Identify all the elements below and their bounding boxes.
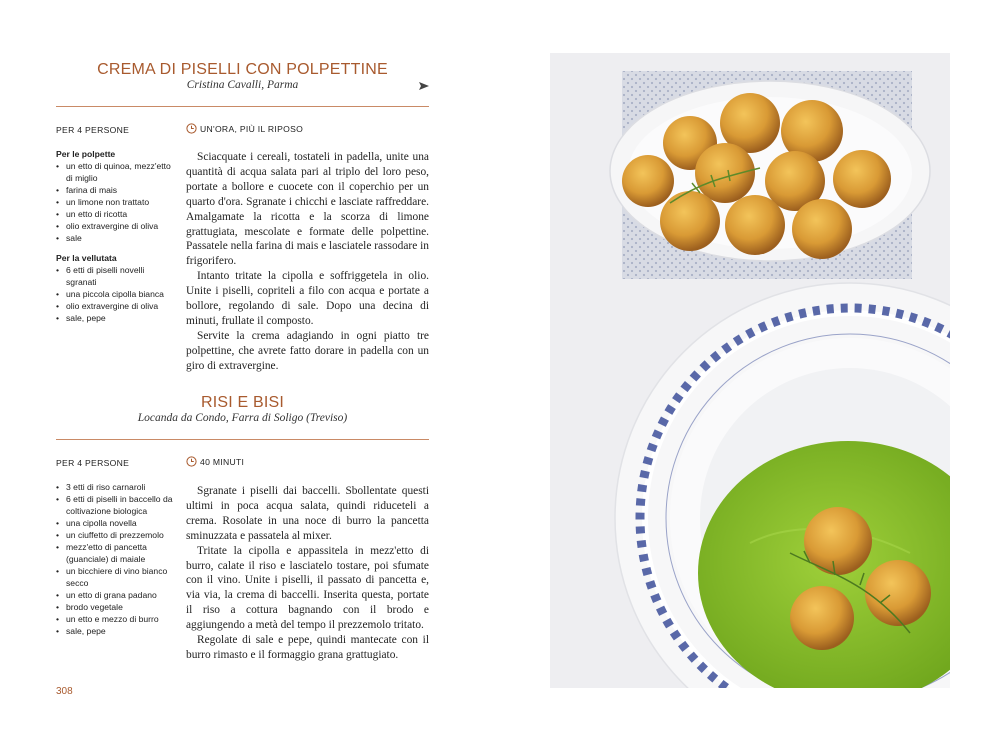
ingredient-list <box>56 264 176 324</box>
ingredients <box>56 148 176 332</box>
ingredient-item: • un bicchiere di vino bianco secco <box>56 565 176 589</box>
ingredient-item: • un etto e mezzo di burro <box>56 613 176 625</box>
ingredient-item: • mezz'etto di pancetta (guanciale) di maiale <box>56 541 176 565</box>
recipe-title: CREMA DI PISELLI CON POLPETTINE <box>97 61 388 78</box>
ingredient-item: • un etto di grana padano <box>56 589 176 601</box>
recipe-title: RISI E BISI <box>200 394 285 411</box>
ingredient-list <box>56 160 176 244</box>
method-paragraph: Sgranate i piselli dai baccelli. Sbollentate questi ultimi in poca acqua salata, quindi riduceteli a crema. Rosolate in una noce di burro la pancetta sminuzzata e passatela al mixer. <box>186 485 429 542</box>
ingredient-item: • olio extravergine di oliva <box>56 220 176 232</box>
servings: PER 4 PERSONE <box>56 458 130 468</box>
clock-icon <box>186 456 197 467</box>
ingredient-item: • brodo vegetale <box>56 601 176 613</box>
ingredient-group-title: Per la vellutata <box>56 253 117 263</box>
method <box>186 150 429 374</box>
prep-time-label: UN'ORA, PIÙ IL RIPOSO <box>200 123 304 134</box>
clock-icon <box>186 123 197 134</box>
page-number: 308 <box>56 686 73 697</box>
ingredient-item: • 3 etti di riso carnaroli <box>56 481 176 493</box>
method-paragraph: Regolate di sale e pepe, quindi mantecate con il burro rimasto e il formaggio grana grattugiato. <box>186 634 429 661</box>
ingredient-item: • sale, pepe <box>56 625 176 637</box>
method-paragraph: Tritate la cipolla e appassitela in mezz'etto di burro, calate il riso e lasciatelo tostare, poi sfumate con il vino. Unite i piselli, il passato di pancetta e, via via, la crema di baccelli. Inserita questa, portate il riso a cottura bagnando con il brodo e aggiungendo a metà del tempo il prezzemolo tritato. <box>186 544 429 632</box>
method-paragraph: Servite la crema adagiando in ogni piatto tre polpettine, che avrete fatto dorare in padella con un giro di extravergine. <box>186 329 429 372</box>
ingredient-list <box>56 481 176 637</box>
recipe-author: Locanda da Condo, Farra di Soligo (Treviso) <box>137 412 348 424</box>
left-page <box>56 0 429 739</box>
prep-time <box>186 123 303 134</box>
ingredient-item: • un limone non trattato <box>56 196 176 208</box>
method-paragraph: Intanto tritate la cipolla e soffriggetela in olio. Unite i piselli, copriteli a filo con acqua e portate a bollore, regolando di sale. Dopo una decina di minuti, frullate il composto. <box>186 270 429 327</box>
ingredient-item: • un ciuffetto di prezzemolo <box>56 529 176 541</box>
prep-time <box>186 456 244 467</box>
ingredient-item: • sale <box>56 232 176 244</box>
ingredient-item: • sale, pepe <box>56 312 176 324</box>
food-photo <box>550 53 950 688</box>
servings: PER 4 PERSONE <box>56 125 130 135</box>
divider <box>56 106 429 107</box>
ingredient-item: • 6 etti di piselli in baccello da coltivazione biologica <box>56 493 176 517</box>
ingredients <box>56 481 176 645</box>
ingredient-item: • un etto di quinoa, mezz'etto di miglio <box>56 160 176 184</box>
ingredient-item: • una cipolla novella <box>56 517 176 529</box>
divider <box>56 439 429 440</box>
recipe-author: Cristina Cavalli, Parma <box>186 79 299 91</box>
ingredient-group-title: Per le polpette <box>56 149 116 159</box>
ingredient-item: • una piccola cipolla bianca <box>56 288 176 300</box>
method <box>186 484 429 663</box>
ingredient-item: • olio extravergine di oliva <box>56 300 176 312</box>
method-paragraph: Sciacquate i cereali, tostateli in padella, unite una quantità di acqua salata pari al triplo del loro peso, portate a bollore e cuocete con il coperchio per un quarto d'ora. Sgranate i chicchi e lasciate raffreddare. Amalgamate la ricotta e la scorza di limone grattugiata, mescolate e formate delle polpettine. Passatele nella farina di mais e lasciatele rassodare in frigorifero. <box>186 151 429 268</box>
prep-time-label: 40 MINUTI <box>200 456 245 467</box>
ingredient-item: • farina di mais <box>56 184 176 196</box>
ingredient-item: • 6 etti di piselli novelli sgranati <box>56 264 176 288</box>
ingredient-item: • un etto di ricotta <box>56 208 176 220</box>
